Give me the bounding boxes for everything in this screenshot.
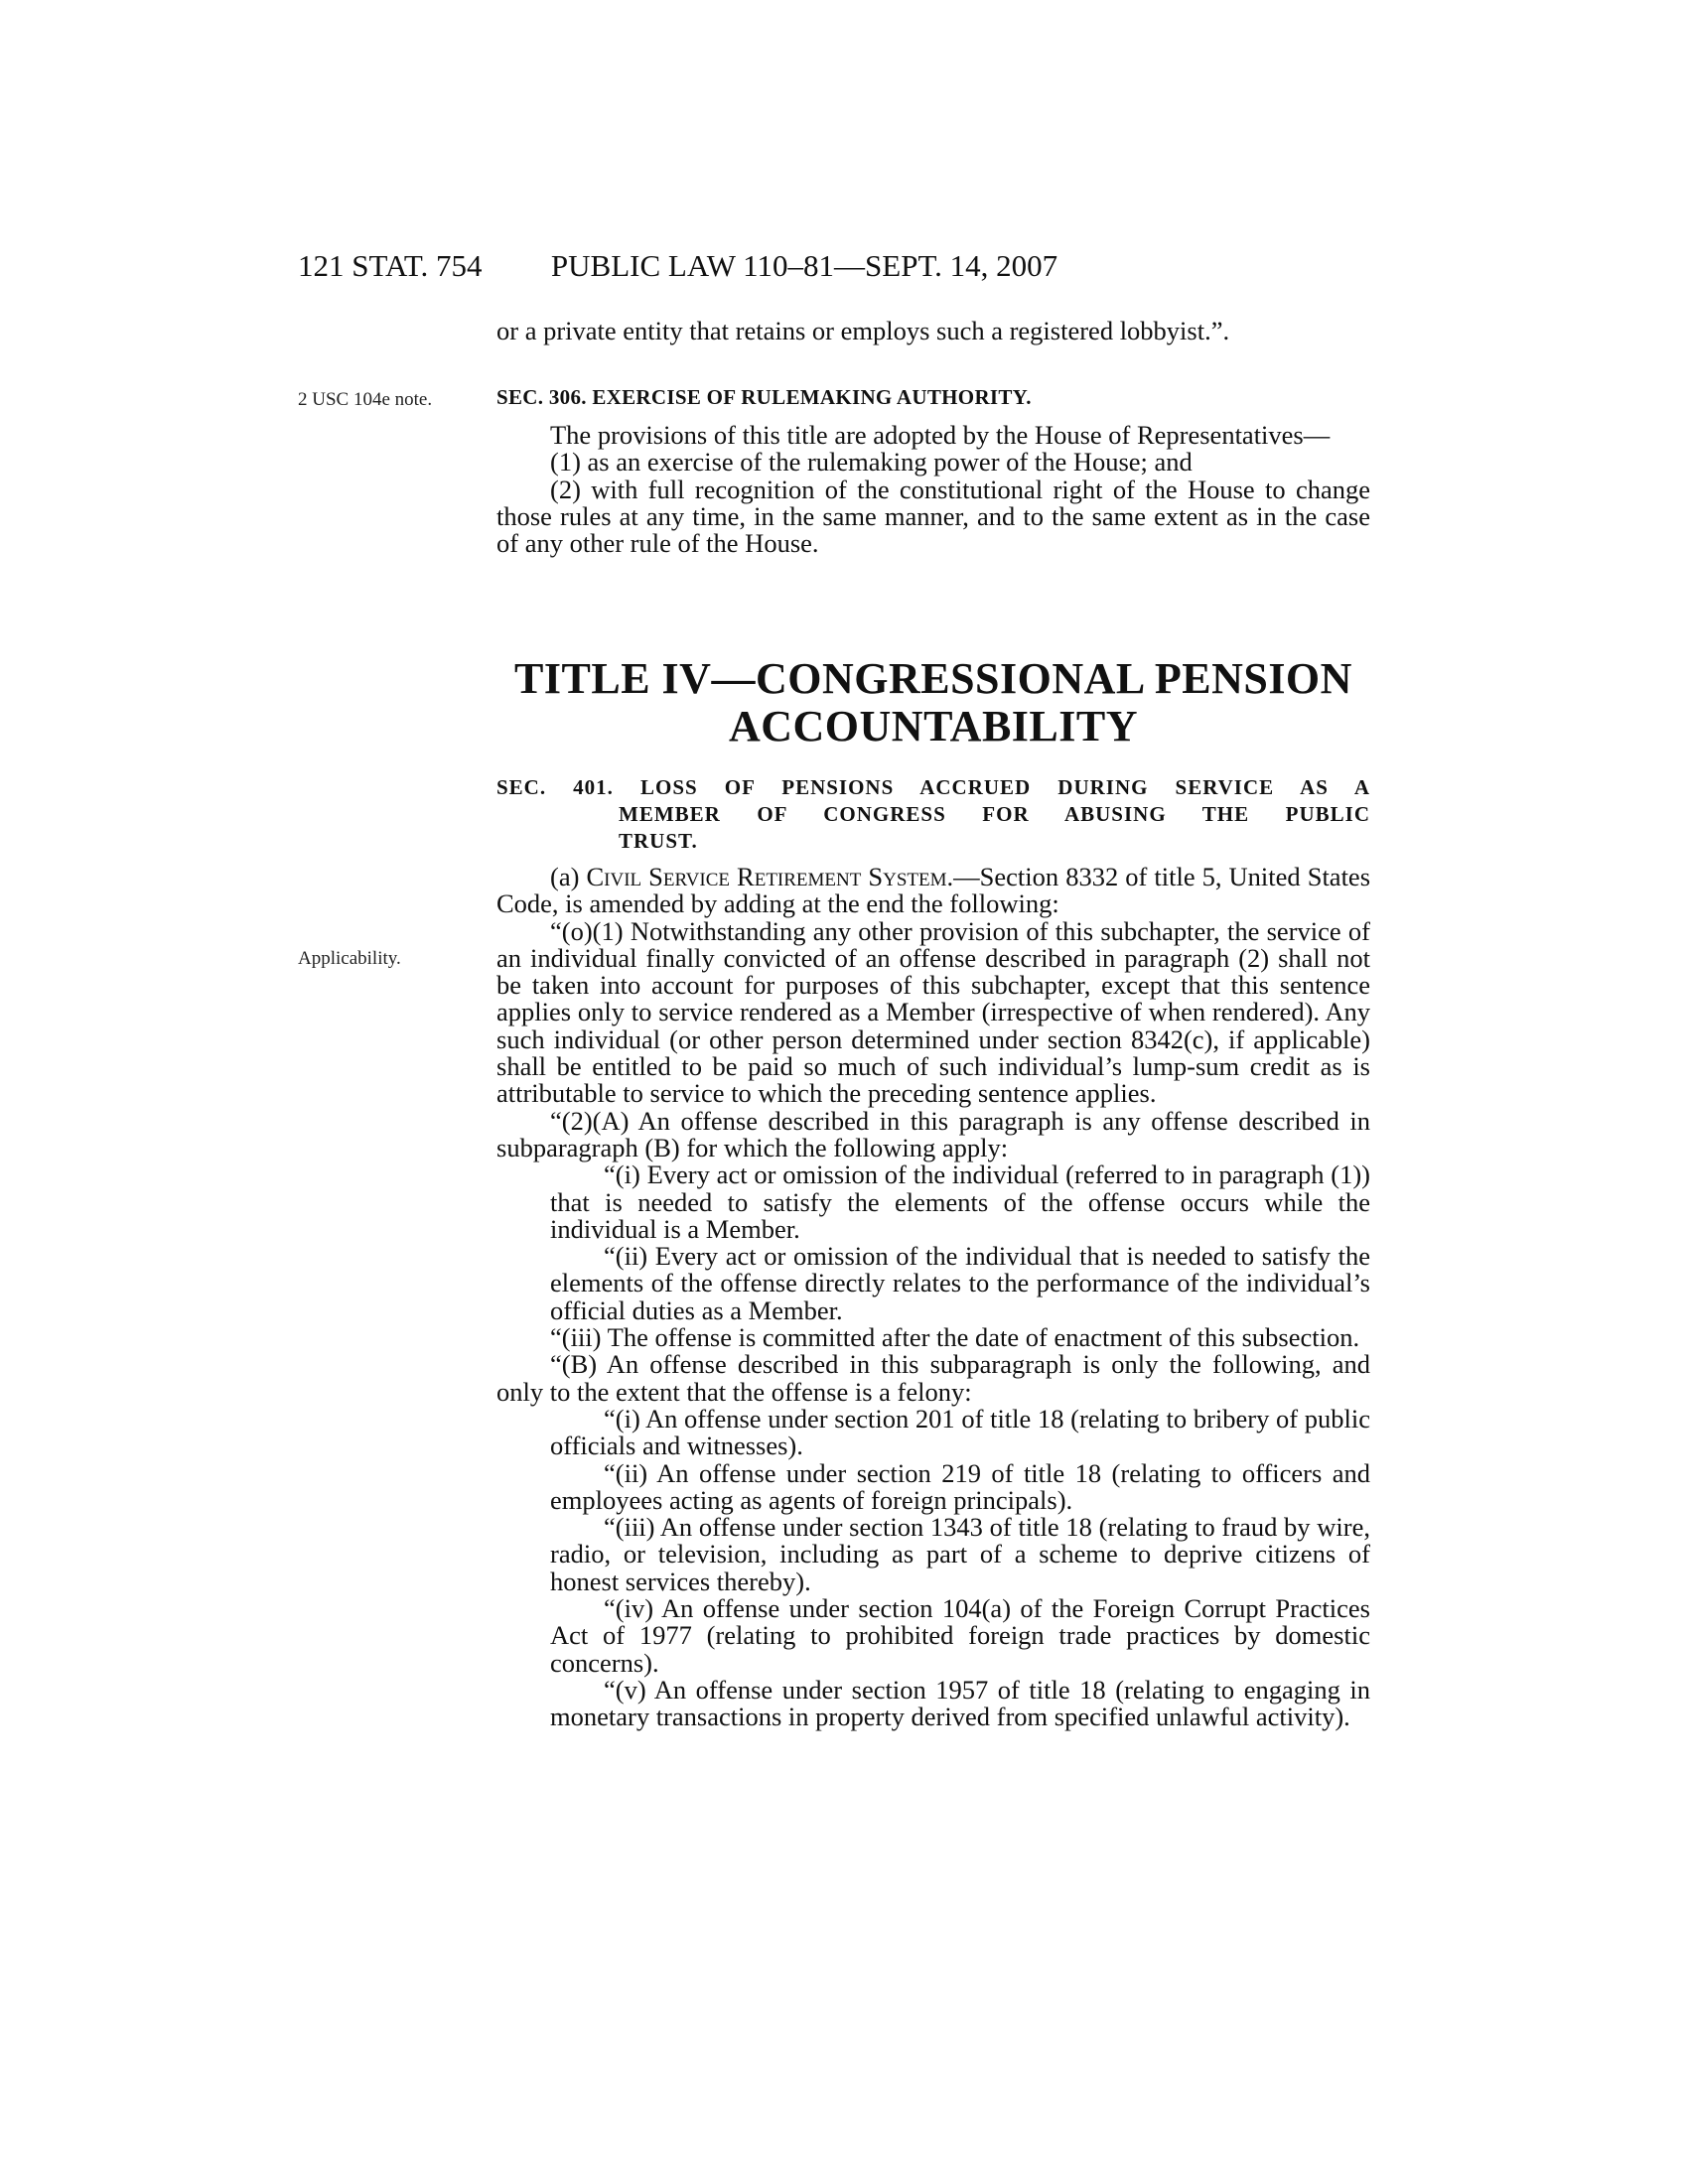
section-401-heading	[496, 774, 1370, 855]
section-306-paragraph-2: (2) with full recognition of the constitutional right of the House to change those rules at any time, in the same manner, and to the same extent as in the case of any other rule of the House.	[496, 474, 1370, 559]
subparagraph-b: “(B) An offense described in this subparagraph is only the following, and only to the extent that the offense is a felony:	[496, 1349, 1370, 1407]
section-306-paragraph-1: (1) as an exercise of the rulemaking power of the House; and	[550, 447, 1193, 478]
section-401-heading-line-2: MEMBER OF CONGRESS FOR ABUSING THE PUBLIC	[619, 802, 1370, 826]
margin-note-applicability: Applicability.	[298, 948, 401, 969]
margin-note-usc: 2 USC 104e note.	[298, 389, 433, 410]
page-reference: 121 STAT. 754	[298, 248, 483, 283]
clause-a-i: “(i) Every act or omission of the individual (referred to in paragraph (1)) that is needed to satisfy the elements of the offense occurs while the individual is a Member.	[550, 1160, 1370, 1244]
paragraph-o-1: “(o)(1) Notwithstanding any other provision of this subchapter, the service of an individual finally convicted of an offense described in paragraph (2) shall not be taken into account for purposes of this subchapter, except that this sentence applies only to service rendered as a Member (irrespective of when rendered). Any such individual (or other person determined under section 8342(c), if applicable) shall be entitled to be paid so much of such individual’s lump-sum credit as is attributable to service to which the preceding sentence applies.	[496, 915, 1370, 1109]
page-header	[298, 248, 1370, 288]
continuation-text	[496, 318, 1370, 344]
subsection-a-label: (a)	[550, 862, 587, 891]
clause-b-v: “(v) An offense under section 1957 of title 18 (relating to engaging in monetary transactions in property derived from specified unlawful activity).	[550, 1674, 1370, 1732]
clause-b-ii: “(ii) An offense under section 219 of title 18 (relating to officers and employees acting as agents of foreign principals).	[550, 1457, 1370, 1515]
clause-a-iii: “(iii) The offense is committed after the date of enactment of this subsection.	[550, 1322, 1360, 1353]
clause-a-ii: “(ii) Every act or omission of the individual that is needed to satisfy the elements of the offense directly relates to the performance of the individual’s official duties as a Member.	[550, 1241, 1370, 1325]
section-401-heading-line-3: TRUST.	[619, 829, 698, 853]
title-iv-heading	[496, 655, 1370, 751]
section-401-heading-line-1: SEC. 401. LOSS OF PENSIONS ACCRUED DURING SERVICE AS A	[496, 775, 1370, 799]
title-iv-line-2: ACCOUNTABILITY	[728, 702, 1139, 751]
subsection-a	[496, 864, 1370, 918]
clause-b-iii: “(iii) An offense under section 1343 of title 18 (relating to fraud by wire, radio, or television, including as part of a scheme to deprive citizens of honest services thereby).	[550, 1512, 1370, 1596]
section-306	[496, 384, 1370, 557]
subsection-a-text: .—Section 8332 of title 5, United States Code, is amended by adding at the end the following:	[496, 862, 1371, 919]
section-401-body	[496, 864, 1370, 1731]
section-306-heading: SEC. 306. EXERCISE OF RULEMAKING AUTHORITY.	[496, 385, 1032, 409]
title-iv-line-1: TITLE IV—CONGRESSIONAL PENSION	[514, 654, 1352, 703]
continuation-paragraph: or a private entity that retains or employs such a registered lobbyist.”.	[496, 316, 1230, 345]
law-citation: PUBLIC LAW 110–81—SEPT. 14, 2007	[550, 248, 1058, 283]
clause-b-i: “(i) An offense under section 201 of title 18 (relating to bribery of public officials and witnesses).	[550, 1403, 1370, 1461]
paragraph-2-a: “(2)(A) An offense described in this paragraph is any offense described in subparagraph (B) for which the following apply:	[496, 1105, 1370, 1162]
clause-b-iv: “(iv) An offense under section 104(a) of the Foreign Corrupt Practices Act of 1977 (relating to prohibited foreign trade practices by domestic concerns).	[550, 1593, 1370, 1678]
section-306-intro: The provisions of this title are adopted by the House of Representatives—	[550, 420, 1331, 450]
subsection-a-caption: Civil Service Retirement System	[586, 862, 947, 891]
